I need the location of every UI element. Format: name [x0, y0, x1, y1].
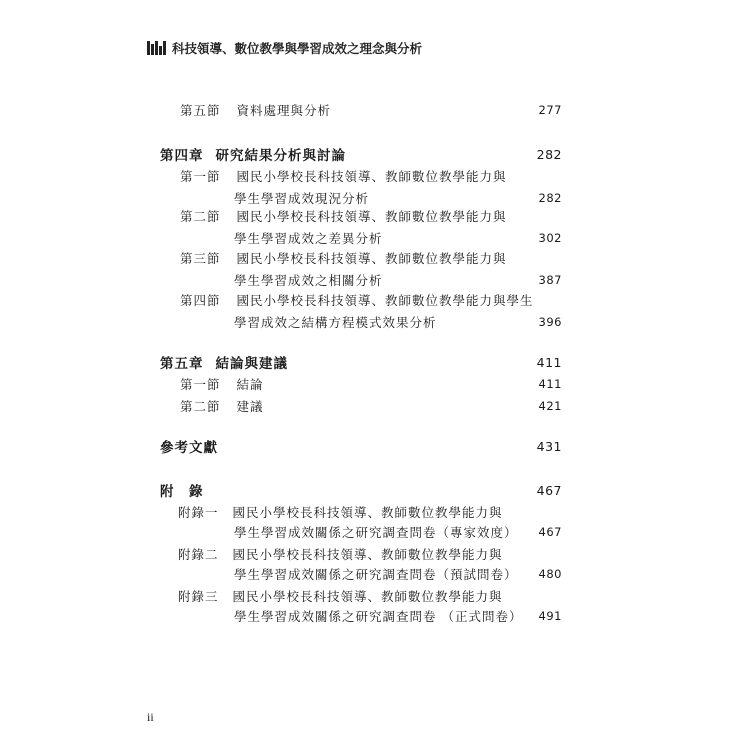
toc-entry-row: [234, 606, 562, 626]
toc-page-number: 480: [538, 567, 562, 581]
toc-page-number: 396: [538, 315, 562, 329]
toc-title: 國民小學校長科技領導、教師數位教學能力與: [236, 169, 507, 184]
toc-chapter-row: [160, 480, 562, 500]
toc-page-number: 411: [538, 377, 562, 391]
toc-label: 參考文獻: [160, 440, 218, 456]
toc-chapter-row: [160, 436, 562, 456]
toc-entry-row: [234, 564, 562, 584]
toc-title: 國民小學校長科技領導、教師數位教學能力與學生: [236, 293, 534, 308]
toc-entry-row: [234, 312, 562, 332]
toc-entry-row: [178, 502, 562, 522]
toc-chapter-row: [160, 144, 562, 164]
dot-leader: [350, 144, 533, 164]
toc-title: 學習成效之結構方程模式效果分析: [234, 315, 437, 330]
toc-entry-row: [180, 248, 562, 268]
toc-entry-row: [180, 374, 562, 394]
dot-leader: [387, 228, 535, 248]
toc-label: 附錄二: [178, 547, 219, 562]
dot-leader: [268, 396, 535, 416]
toc-page-number: 277: [538, 103, 562, 117]
dot-leader: [522, 522, 535, 542]
toc-page-number: 411: [536, 354, 562, 370]
toc-title: 建議: [236, 399, 264, 414]
toc-entry-row: [180, 206, 562, 226]
toc-label: 附 錄: [160, 484, 204, 500]
toc-page-number: 421: [538, 399, 562, 413]
toc-label: 第四節: [180, 293, 221, 308]
dot-leader: [526, 606, 534, 626]
toc-entry-row: [234, 522, 562, 542]
toc-entry-row: [178, 586, 562, 606]
dot-leader: [335, 100, 535, 120]
toc-entry-row: [234, 228, 562, 248]
toc-page-number: 491: [538, 609, 562, 623]
toc-page-number: 467: [538, 525, 562, 539]
toc-entry-row: [178, 544, 562, 564]
dot-leader: [222, 436, 533, 456]
toc-page-number: 387: [538, 273, 562, 287]
toc-label: 第四章: [160, 148, 204, 164]
toc-title: 學生學習成效現況分析: [234, 191, 370, 206]
toc-title: 學生學習成效之差異分析: [234, 231, 383, 246]
toc-entry-row: [234, 188, 562, 208]
toc-page-number: 282: [538, 191, 562, 205]
dot-leader: [387, 270, 535, 290]
toc-title: 結論: [236, 377, 264, 392]
toc-title: 國民小學校長科技領導、教師數位教學能力與: [232, 589, 503, 604]
toc-page-number: 431: [536, 438, 562, 454]
toc-label: 第一節: [180, 169, 221, 184]
toc-label: 附錄三: [178, 589, 219, 604]
running-header-title: 科技領導、數位教學與學習成效之理念與分析: [172, 41, 423, 56]
toc-title: 結論與建議: [215, 356, 288, 372]
toc-label: 第三節: [180, 251, 221, 266]
toc-title: 資料處理與分析: [236, 103, 332, 118]
toc-title: 學生學習成效關係之研究調查問卷（預試問卷）: [234, 567, 518, 582]
dot-leader: [373, 188, 535, 208]
toc-label: 第一節: [180, 377, 221, 392]
dot-leader: [292, 352, 533, 372]
toc-entry-row: [234, 270, 562, 290]
toc-entry-row: [180, 396, 562, 416]
dot-leader: [208, 480, 533, 500]
toc-title: 學生學習成效之相關分析: [234, 273, 383, 288]
toc-page-number: 302: [538, 231, 562, 245]
toc-label: 第五章: [160, 356, 204, 372]
dot-leader: [522, 564, 535, 584]
dot-leader: [268, 374, 535, 394]
toc-chapter-row: [160, 352, 562, 372]
toc-title: 學生學習成效關係之研究調查問卷（專家效度）: [234, 525, 518, 540]
toc-title: 國民小學校長科技領導、教師數位教學能力與: [236, 251, 507, 266]
toc-entry-row: [180, 100, 562, 120]
toc-title: 國民小學校長科技領導、教師數位教學能力與: [232, 547, 503, 562]
toc-label: 第二節: [180, 399, 221, 414]
toc-page-number: 467: [536, 482, 562, 498]
page-folio: ii: [147, 710, 154, 724]
toc-page-number: 282: [536, 146, 562, 162]
toc-title: 研究結果分析與討論: [215, 148, 346, 164]
toc-label: 附錄一: [178, 505, 219, 520]
toc-title: 學生學習成效關係之研究調查問卷 （正式問卷）: [234, 609, 523, 624]
toc-entry-row: [180, 166, 562, 186]
toc-entry-row: [180, 290, 562, 310]
dot-leader: [441, 312, 535, 332]
toc-label: 第五節: [180, 103, 221, 118]
toc-title: 國民小學校長科技領導、教師數位教學能力與: [236, 209, 507, 224]
toc-title: 國民小學校長科技領導、教師數位教學能力與: [232, 505, 503, 520]
toc-label: 第二節: [180, 209, 221, 224]
